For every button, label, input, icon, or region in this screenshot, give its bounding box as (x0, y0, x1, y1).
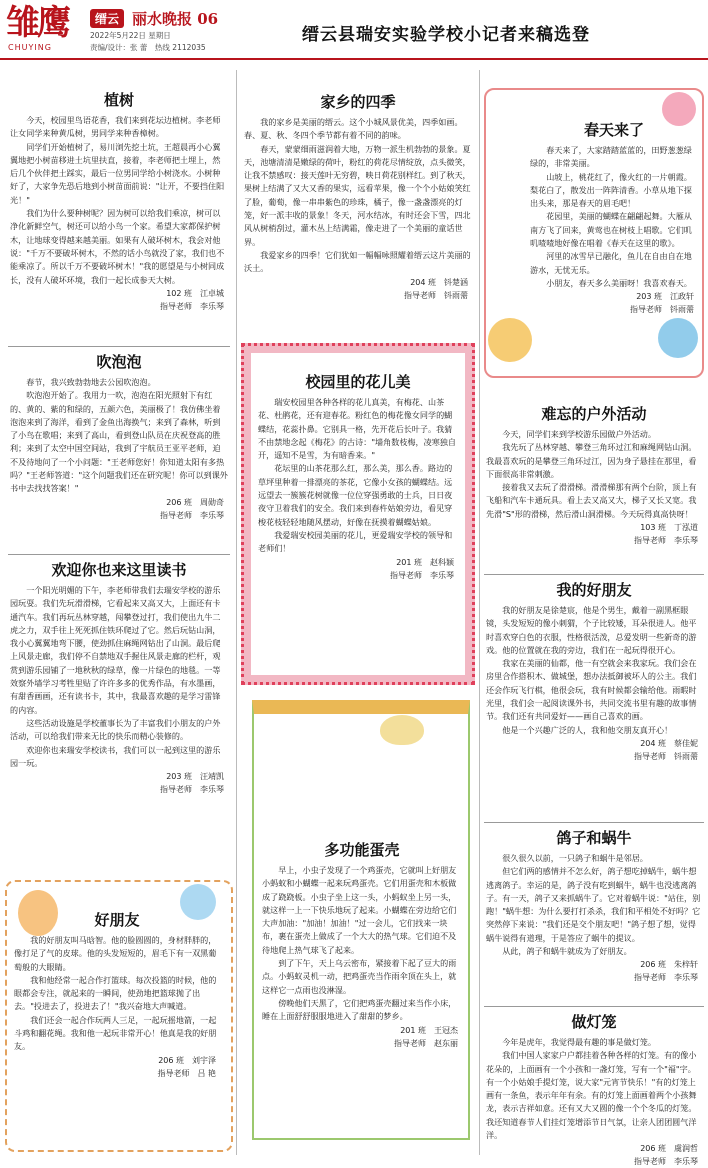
paragraph: 很久很久以前，一只鸽子和蜗牛是邻居。 (502, 853, 648, 863)
article-title: 做灯笼 (571, 1013, 617, 1031)
article-title: 校园里的花儿美 (305, 373, 411, 391)
article-title: 家乡的四季 (320, 93, 396, 111)
paragraph: 傍晚他们天黑了，它们把鸡蛋壳翻过来当作小床，睡在上面舒舒服服地进入了甜甜的梦乡。 (262, 997, 457, 1022)
article-pigeon-snail (486, 828, 702, 1006)
divider (8, 346, 230, 347)
article-hometown-seasons (244, 92, 472, 337)
paragraph: 我爱家乡的四季！它们犹如一幅幅咏照耀着缙云这片美丽的沃土。 (244, 249, 471, 274)
article-title: 多功能蛋壳 (324, 841, 400, 859)
paragraph: 从此，鸽子和蜗牛就成为了好朋友。 (502, 946, 632, 957)
paragraph: 我们为什么要种树呢？因为树可以给我们乘凉，树可以净化新鲜空气，树还可以给小鸟一个家。希望大家都保护树木，让地球变得越来越美丽。如果有人破坏树木，我会对他说："千万不要破坏树木，不然的话小鸟就没了家，我们也不能乘凉了。所以千万不要破坏树木！"我的愿望是与小树同成长，没有人破坏环境，我们一起长成参天大树。 (10, 208, 225, 285)
paragraph: 春节，我兴致勃勃地去公园吹泡泡。 (26, 377, 156, 387)
article-spring (530, 120, 698, 370)
teacher-line: 指导老师 李乐琴 (634, 973, 698, 983)
paragraph: 到了下午，天上乌云密布，紧接着下起了豆大的雨点。小蚂蚁灵机一动，把鸡蛋壳当作雨伞顶在头上，就这样它一点雨也没淋湿。 (262, 958, 457, 995)
paper-name: 丽水晚报 06 (132, 10, 219, 28)
article-planting (10, 90, 228, 345)
paragraph: 早上，小虫子发现了一个鸡蛋壳，它就叫上好朋友小蚂蚁和小蝴蝶一起来玩鸡蛋壳。它们用蛋壳和木板做成了跷跷板。小虫子坐上这一头，小蚂蚁坐上另一头，就这样一上一下快乐地玩了起来。小蝴蝶在旁边给它们大声加油："加油！加油！"过一会儿，它们找来一块布，裹在蛋壳上做成了一个大大的热气球。它们迫不及待地爬上热气球飞了起来。 (262, 865, 457, 955)
teacher-line: 指导老师 李乐琴 (634, 536, 698, 546)
column-divider (236, 70, 237, 1155)
byline: 201 班 王冠杰 (400, 1025, 458, 1035)
teacher-line: 指导老师 李乐琴 (634, 1157, 698, 1167)
byline: 201 班 赵科颖 (396, 557, 454, 567)
paragraph: 今天，同学们来到学校游乐园做户外活动。 (502, 429, 656, 439)
paragraph: 我家在美丽的仙都，他一有空就会来我家玩。我们会在房里合作搭积木、做城堡，想办法抵御被坏人的公主。我们还会作玩飞行棋，他很会玩，我有时候都会输给他。雨暇时光里，我们会一起阅读课外书，共同交流书里有趣的故事情节。我们还有共同爱好——画自己喜欢的画。 (486, 658, 697, 722)
article-title: 我的好朋友 (556, 581, 632, 599)
byline: 206 班 周勋奇 (166, 497, 224, 507)
teacher-line: 指导老师 赵东丽 (394, 1038, 458, 1048)
issue-meta (90, 30, 206, 54)
paragraph: 我的好朋友是徐楚宸，他是个男生，戴着一副黑框眼镜，头发短短的像小刺猬，个子比较矮，耳朵很进人。他平时喜欢穿白色的衣服，性格很活泼，总爱发明一些新奇的游戏。他的位置就在我的旁边，我们在一起玩得很开心。 (486, 605, 697, 655)
paragraph: 小朋友，春天多么美丽呀！我喜欢春天。 (546, 277, 692, 288)
byline: 206 班 刘宇泽 (158, 1055, 216, 1065)
paragraph: 春天来了，大家踏踏蓝蓝的，田野葱葱绿绿的，非常美丽。 (530, 145, 692, 169)
article-my-good-friend (486, 580, 702, 822)
teacher-line: 指导老师 李乐琴 (160, 301, 224, 311)
teacher-line: 指导老师 李乐琴 (160, 510, 224, 520)
paragraph: 我们还会一起合作玩两人三足，一起玩摇地箭，一起斗鸡和翻花绳。我和他一起玩非常开心！他真是我的好朋友。 (14, 1014, 217, 1052)
paragraph: 我先玩了丛林穿越、攀登三角环过江和麻绳网钻山洞。我最喜欢玩的是攀登三角环过江，因为身子悬挂在那里，看下面很高非常刺激。 (486, 442, 697, 479)
byline: 204 班 蔡佳妮 (640, 738, 698, 748)
section-badge: 缙云 (90, 9, 124, 28)
paragraph: 我爱瑞安校园美丽的花儿，更爱瑞安学校的领导和老师们！ (258, 529, 453, 554)
cat-icon (488, 318, 532, 362)
paragraph: 我的好朋友叫马晗智。他的脸圆圆的，身材胖胖的，像打足了气的皮球。他的头发短短的，眉毛下有一双黑葡萄般的大眼睛。 (14, 935, 217, 972)
masthead (0, 0, 708, 60)
paragraph: 我和他经常一起合作打篮球。每次投篮的时候，他的眼都会专注，就起来的一瞬间，使劲地把篮球抛了出去。"投进去了，投进去了！"我兴奋地大声喊道。 (14, 974, 217, 1012)
paragraph: 花园里，美丽的蝴蝶在翩翩起舞。大雁从南方飞了回来，黄莺也在树枝上唱歌。它们叽叽喳喳地好像在唱着《春天在这里的歌》。 (530, 211, 692, 249)
paragraph: 同学们开始植树了，易川浏先挖土坑，王超晨再小心翼翼地把小树苗移进土坑里扶直，接着，李老师把土埋上，然后几个伙伴把土踩实，最后一位男同学给小树浇水。小树种好了，大家争先恐后地到小树苗面前说："让开，不要挡住阳光！" (10, 141, 225, 205)
teacher-line: 指导老师 李乐琴 (160, 785, 224, 795)
paragraph: 吹泡泡开始了。我用力一吹，泡泡在阳光照射下有红的、黄的、紫的和绿的，五颜六色，美丽极了！我仿佛坐着泡泡来到了海洋，看到了金鱼出海换气；来到了森林，听到了小鸟在歌唱；来到了高山，看到登山队员在庆祝登高的胜利；来到了太空中国空间站，我到了宇航员王亚平老师，迫不及待地问了一个小问题："王老师您好！你知道太阳有多热吗？"王老师答道："这个问题我们还在研究呢！你可以到课外书中去找找答案！" (10, 390, 228, 494)
article-lantern (486, 1012, 702, 1167)
paragraph: 我的家乡是美丽的缙云。这个小城风景优美，四季如画。春、夏、秋、冬四个季节都有着不同的韵味。 (244, 117, 463, 141)
teacher-line: 指导老师 吕 艳 (157, 1068, 216, 1078)
divider (484, 1006, 704, 1007)
article-outdoor-activity (486, 404, 702, 574)
paragraph: 一个阳光明媚的下午，李老师带我们去瑞安学校的游乐园玩耍。我们先玩滑滑梯，它看起来又高又大，上面还有卡通汽车。我们再玩丛林穿越，闯攀登过打，我们使出九牛二虎之力，双手往上死死抓住铁环爬过了它。然后玩钻山洞，我小心翼翼地弯下腰，使劲抓住麻绳网钻出了山洞。最后爬上风景走廊，我们停不自禁地双手握住风景走廊的栏杆，观赏到游乐园铺了一地秋秋的绿草，像一片绿色的地毯。一等效察外墙学习考牲里贴了许许多多的优秀作品，有水墨画，有甜香画画，还有读书卡，其中，我最喜欢趣的是学习雷锋的内容。 (10, 585, 221, 715)
byline: 206 班 朱梓轩 (640, 960, 698, 970)
teacher-line: 指导老师 钭雨薷 (630, 305, 694, 315)
logo-subtitle: CHUYING (8, 43, 52, 52)
article-title: 植树 (103, 91, 134, 109)
paragraph: 接着我又去玩了滑滑梯。滑滑梯那有两个台阶，顶上有飞船和汽车卡通玩具。看上去又高又大，梯子又长又宽。我先滑"S"形的滑梯，然后滑山洞滑梯。今天玩得真高快呀！ (486, 482, 697, 519)
byline: 206 班 虞润哲 (640, 1144, 698, 1154)
article-welcome-reading (10, 560, 228, 875)
egg-shell-icon (380, 715, 424, 745)
article-title: 春天来了 (583, 121, 644, 139)
issue-date: 2022年5月22日 星期日 (90, 31, 171, 40)
paragraph: 我们中国人家家户户都挂着各种各样的灯笼。有的像小花朵的，上面画有一个小孩和一盏灯笼，写有一个"福"字。有一个小姑娘手提灯笼，说大家"元宵节快乐！"有的灯笼上画有一条鱼，表示年年有余。有的灯笼上面画着两个小孩舞龙，表示吉祥如意。还有又大又圆的像一个个冬瓜的灯笼。我还知道春节人们挂灯笼增添节日气氛，让亲人团团圆气洋洋。 (486, 1050, 697, 1141)
logo: 雏鹰 (6, 3, 68, 43)
divider (8, 554, 230, 555)
column-divider (479, 70, 480, 1155)
article-campus-flowers (258, 372, 458, 678)
byline: 102 班 江卓城 (166, 288, 224, 298)
byline: 103 班 丁泓道 (640, 523, 698, 533)
page-number: 06 (197, 10, 219, 28)
divider (484, 574, 704, 575)
teacher-line: 指导老师 李乐琴 (390, 570, 454, 580)
page-title: 缙云县瑞安实验学校小记者来稿选登 (302, 25, 590, 45)
paragraph: 花坛里的山茶花那么红，那么美，那么香。路边的草坪里种着一排漂亮的茶花，它像小女孩的蝴蝶结。远远望去一簇簇花树就像一位位穿强勇敢的士兵，日日夜夜守卫着我们的安全。我们来到春杵姑娘旁边，看见穿梭花枝轻轻地随风摆动，好像在抚摸着蝴蝶姑娘。 (258, 463, 453, 527)
paragraph: 河里的冰雪早已融化，鱼儿在自由自在地游水，无忧无乐。 (530, 251, 692, 275)
paragraph: 欢迎你也来瑞安学校读书，我们可以一起到这里的游乐园一玩。 (10, 744, 221, 768)
teacher-line: 指导老师 钭雨薷 (634, 751, 698, 761)
article-title: 吹泡泡 (96, 353, 142, 371)
article-title: 欢迎你也来这里读书 (51, 561, 187, 579)
byline: 204 班 钭楚涵 (410, 277, 468, 287)
byline: 203 班 汪靖凯 (166, 772, 224, 782)
paragraph: 春天，蒙蒙细雨滋润着大地，万物一派生机勃勃的景象。夏天，池塘清清是嫩绿的荷叶，粉红的荷花尽情绽放，点头微笑，让我不禁感叹：接天莲叶无穷碧，映日荷花别样红。到了秋天，果树上结满了又大又香的果实，远看苹果，像一个个小姑娘笑红了脸，葡萄，像一串串紫色的珍珠，橘子，像一盏盏漂亮的灯笼，好一派丰收的景象！冬天，河水结冰，有时还会下雪，四北风从树梢刮过，灌木丛上结满霜，像走进了一个美丽的童话世界。 (244, 143, 471, 247)
paragraph: 但它们两的感情并不怎么好，鸽子想吃掉蜗牛，蜗牛想逃离鸽子。幸运的是，鸽子没有吃到蜗牛，蜗牛也没逃离鸽子。有一天，鸽子又来抓蜗牛了。它对着蜗牛说："站住，别跑！"蜗牛想：为什么要打打杀杀，我们和平相处不好吗？它突然停下来说："我们还是交个朋友吧！"鸽子想了想，觉得蜗牛说得有道理，于是答应了蜗牛的提议。 (486, 866, 701, 943)
article-title: 鸽子和蜗牛 (556, 829, 632, 847)
paragraph: 今年是虎年，我觉得最有趣的事是做灯笼。 (502, 1037, 656, 1047)
divider (484, 822, 704, 823)
byline: 203 班 江政轩 (636, 292, 694, 302)
article-good-friend (14, 910, 220, 1148)
article-bubbles (10, 352, 228, 552)
teacher-line: 指导老师 钭雨薷 (404, 290, 468, 300)
article-title: 难忘的户外活动 (541, 405, 647, 423)
paragraph: 这些活动设施是学校董事长为了丰富我们小朋友的户外活动，可以给我们带来无比的快乐而精心装修的。 (10, 717, 221, 742)
paragraph: 瑞安校园里各种各样的花儿真美，有梅花、山茶花、杜鹃花，还有迎春花。粉红色的梅花像女同学的蝴蝶结，花蕊扑鼻。它别具一格，先开花后长叶子。我猜不由禁地念起《梅花》的古诗："墙角数枝梅，凌寒独自开，遥知不是雪，为有暗香来。" (258, 397, 456, 461)
paragraph: 山坡上，桃花红了，像火红的一片朝霞。梨花白了，散发出一阵阵清香。小草从地下探出头来，那是春天的眉毛吧！ (530, 171, 692, 209)
editor-line: 责编/设计：张 蕾 热线 2112035 (90, 43, 206, 52)
article-title: 好朋友 (94, 911, 140, 929)
paragraph: 他是一个兴趣广泛的人，我和他交朋友真开心！ (502, 724, 673, 735)
article-egg-shell (262, 840, 462, 1135)
paragraph: 今天，校园里鸟语花香，我们来到花坛边植树。李老师让女同学来种黄瓜树，男同学来种香樟树。 (10, 115, 221, 139)
